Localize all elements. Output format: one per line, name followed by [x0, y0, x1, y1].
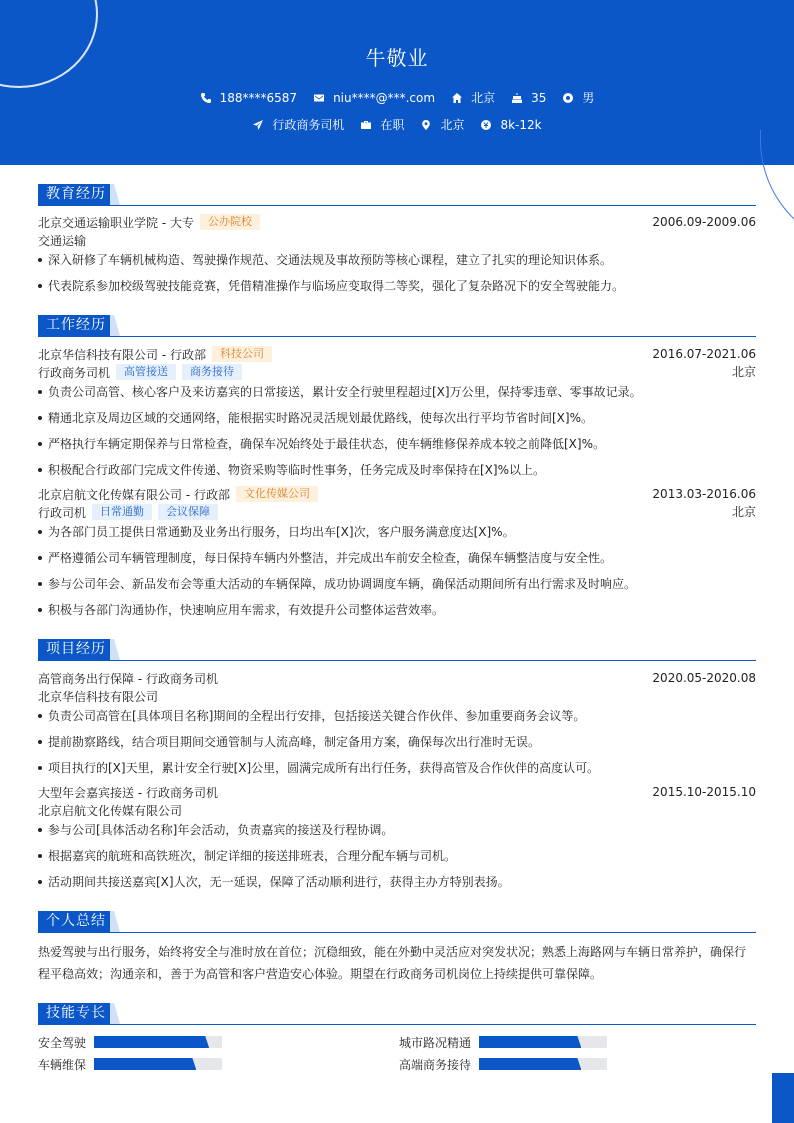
project-org-line: [38, 687, 756, 705]
company-name: 北京启航文化传媒有限公司 - 行政部: [38, 487, 230, 502]
project-org: 北京华信科技有限公司: [38, 689, 159, 704]
skill-name: 高端商务接待: [399, 1057, 472, 1072]
job-position: 行政商务司机: [38, 365, 111, 380]
status-item: [360, 116, 404, 133]
list-item: 活动期间共接送嘉宾[X]人次，无一延误，保障了活动顺利进行，获得主办方特别表扬。: [38, 873, 756, 891]
project-name: 大型年会嘉宾接送 - 行政商务司机: [38, 785, 218, 800]
skill-bar: [479, 1058, 607, 1070]
education-section: [38, 184, 756, 293]
target-position-text: 行政商务司机: [272, 118, 345, 132]
job-location: 北京: [731, 505, 756, 519]
project-name: 高管商务出行保障 - 行政商务司机: [38, 671, 218, 686]
phone-item: [200, 89, 297, 106]
list-item: 代表院系参加校级驾驶技能竞赛，凭借精准操作与临场应变取得二等奖，强化了复杂路况下的安全驾驶能力。: [38, 277, 756, 295]
section-title: 个人总结: [38, 911, 114, 932]
section-title: 技能专长: [38, 1003, 114, 1024]
job-company-line: [38, 485, 756, 503]
section-title: 工作经历: [38, 315, 114, 336]
skill-name: 车辆维保: [38, 1057, 87, 1072]
skill-item: [399, 1055, 607, 1073]
target-city-text: 北京: [440, 118, 465, 132]
age-text: 35: [531, 90, 547, 105]
gender-text: 男: [582, 91, 595, 105]
projects-section: [38, 639, 756, 889]
gender-item: [562, 89, 594, 106]
section-title: 项目经历: [38, 639, 114, 660]
section-header: [38, 184, 756, 206]
list-item: 提前勘察路线，结合项目期间交通管制与人流高峰，制定备用方案，确保每次出行准时无误。: [38, 733, 756, 751]
section-title: 教育经历: [38, 184, 114, 205]
candidate-name: 牛敬业: [365, 46, 429, 70]
major: 交通运输: [38, 233, 87, 248]
job-company-line: [38, 345, 756, 363]
job-tag: 商务接待: [182, 364, 242, 380]
company-name: 北京华信科技有限公司 - 行政部: [38, 347, 206, 362]
send-icon: [252, 119, 264, 131]
list-item: 严格执行车辆定期保养与日常检查，确保车况始终处于最佳状态，使车辆维修保养成本较之前降低[X]%。: [38, 435, 756, 453]
skill-name: 安全驾驶: [38, 1035, 87, 1050]
project-period: 2015.10-2015.10: [652, 785, 756, 799]
skill-item: [38, 1033, 222, 1051]
skill-bar: [94, 1036, 222, 1048]
list-item: 积极与各部门沟通协作，快速响应用车需求，有效提升公司整体运营效率。: [38, 601, 756, 619]
section-header: [38, 911, 756, 933]
skill-bar: [94, 1058, 222, 1070]
section-header: [38, 639, 756, 661]
skill-level-fill: [94, 1036, 209, 1048]
section-header: [38, 315, 756, 337]
phone-text: 188****6587: [219, 90, 298, 105]
list-item: 负责公司高管在[具体项目名称]期间的全程出行安排，包括接送关键合作伙伴、参加重要商务会议等。: [38, 707, 756, 725]
skill-name: 城市路况精通: [399, 1035, 472, 1050]
education-school-line: [38, 213, 756, 231]
cake-icon: [511, 92, 523, 104]
age-item: [511, 89, 546, 106]
education-period: 2006.09-2009.06: [652, 215, 756, 229]
project-period: 2020.05-2020.08: [652, 671, 756, 685]
job-period: 2016.07-2021.06: [652, 347, 756, 361]
list-item: 根据嘉宾的航班和高铁班次，制定详细的接送排班表，合理分配车辆与司机。: [38, 847, 756, 865]
salary-icon: [480, 119, 492, 131]
job-position-line: [38, 503, 756, 521]
skill-level-fill: [479, 1036, 581, 1048]
email-item: [313, 89, 435, 106]
education-major-line: [38, 231, 756, 249]
skills-section: [38, 1003, 756, 1025]
project-org: 北京启航文化传媒有限公司: [38, 803, 183, 818]
job-tag: 会议保障: [158, 504, 218, 520]
job-tag: 高管接送: [116, 364, 176, 380]
list-item: 为各部门员工提供日常通勤及业务出行服务，日均出车[X]次，客户服务满意度达[X]%。: [38, 523, 756, 541]
section-header: [38, 1003, 756, 1025]
list-item: 严格遵循公司车辆管理制度，每日保持车辆内外整洁，并完成出车前安全检查，确保车辆整洁度与安全性。: [38, 549, 756, 567]
email-text: niu****@***.com: [333, 90, 436, 105]
hometown-item: [451, 89, 495, 106]
hometown-text: 北京: [471, 91, 496, 105]
job-location: 北京: [731, 365, 756, 379]
skill-item: [399, 1033, 607, 1051]
list-item: 项目执行的[X]天里，累计安全行驶[X]公里，圆满完成所有出行任务，获得高管及合作伙伴的高度认可。: [38, 759, 756, 777]
skill-level-fill: [94, 1058, 196, 1070]
status-text: 在职: [380, 118, 405, 132]
home-icon: [451, 92, 463, 104]
salary-item: [480, 116, 541, 133]
project-org-line: [38, 801, 756, 819]
project-name-line: [38, 783, 756, 801]
skill-item: [38, 1055, 222, 1073]
school-name: 北京交通运输职业学院 - 大专: [38, 215, 194, 230]
mail-icon: [313, 92, 325, 104]
list-item: 参与公司[具体活动名称]年会活动，负责嘉宾的接送及行程协调。: [38, 821, 756, 839]
contact-row: [0, 89, 794, 106]
target-position-item: [252, 116, 344, 133]
list-item: 负责公司高管、核心客户及来访嘉宾的日常接送，累计安全行驶里程超过[X]万公里，保持零违章、零事故记录。: [38, 383, 756, 401]
company-tag: 科技公司: [212, 346, 272, 362]
location-icon: [420, 119, 432, 131]
job-tag: 日常通勤: [92, 504, 152, 520]
list-item: 积极配合行政部门完成文件传递、物资采购等临时性事务，任务完成及时率保持在[X]%以上。: [38, 461, 756, 479]
company-tag: 文化传媒公司: [236, 486, 318, 502]
gender-icon: [562, 92, 574, 104]
skill-bar: [479, 1036, 607, 1048]
target-city-item: [420, 116, 464, 133]
decorative-arc: [760, 130, 794, 250]
job-intent-row: [0, 116, 794, 133]
work-section: [38, 315, 756, 617]
school-tag: 公办院校: [200, 214, 260, 230]
briefcase-icon: [360, 119, 372, 131]
job-position: 行政司机: [38, 505, 87, 520]
phone-icon: [200, 92, 212, 104]
list-item: 参与公司年会、新品发布会等重大活动的车辆保障，成功协调调度车辆，确保活动期间所有出行需求及时响应。: [38, 575, 756, 593]
job-position-line: [38, 363, 756, 381]
summary-text: 热爱驾驶与出行服务，始终将安全与准时放在首位；沉稳细致，能在外勤中灵活应对突发状况；熟悉上海路网与车辆日常养护，确保行程平稳高效；沟通亲和，善于为高管和客户营造安心体验。期望在行政商务司机岗位上持续提供可靠保障。: [38, 945, 747, 981]
resume-header: [0, 0, 794, 165]
job-period: 2013.03-2016.06: [652, 487, 756, 501]
skill-level-fill: [479, 1058, 581, 1070]
decorative-block: [772, 1073, 794, 1123]
list-item: 深入研修了车辆机械构造、驾驶操作规范、交通法规及事故预防等核心课程，建立了扎实的理论知识体系。: [38, 251, 756, 269]
salary-text: 8k-12k: [500, 117, 542, 132]
summary-section: [38, 911, 756, 981]
project-name-line: [38, 669, 756, 687]
list-item: 精通北京及周边区域的交通网络，能根据实时路况灵活规划最优路线，使每次出行平均节省时间[X]%。: [38, 409, 756, 427]
